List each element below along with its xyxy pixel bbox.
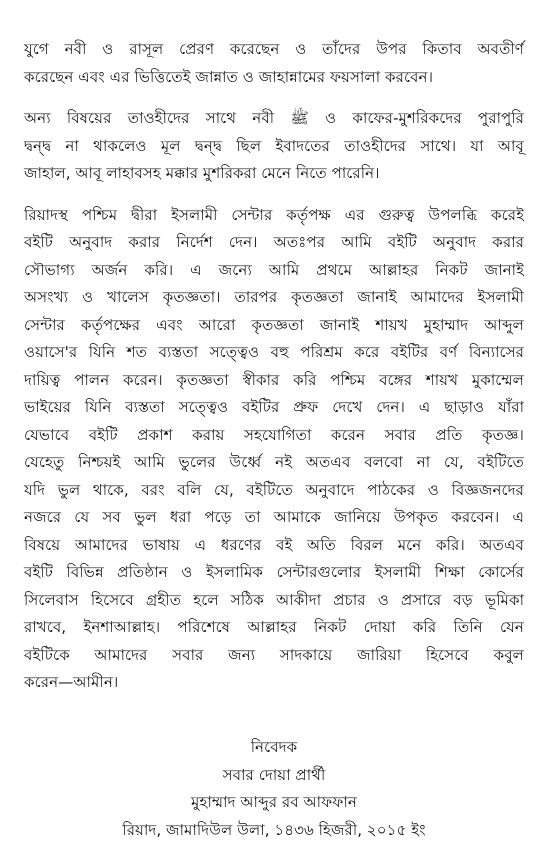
signature-request: সবার দোয়া প্রার্থী	[222, 765, 326, 784]
text-line: অন্য বিষয়ের তাওহীদের সাথে নবী ﷺ ও কাফের-মুশরিকদের পুরাপুরি	[24, 109, 525, 127]
text-line: সিলেবাস হিসেবে গ্রহীত হলে সঠিক আকীদা প্রচার ও প্রসারে বড় ভূমিকা	[24, 590, 524, 609]
text-line: নজরে যে সব ভুল ধরা পড়ে তা আমাকে জানিয়ে উপকৃত করবেন। এ	[24, 508, 524, 526]
text-line: করেছেন এবং এর ভিত্তিতেই জান্নাত ও জাহান্নামের ফয়সালা করবেন।	[24, 67, 434, 86]
signature-block	[0, 734, 548, 844]
text-line: বইটি অনুবাদ করার নির্দেশ দেন। অতঃপর আমি বইটি অনুবাদ করার	[24, 233, 524, 251]
text-line: দায়িত্ব পালন করেন। কৃতজ্ঞতা স্বীকার করি পশ্চিম বঙ্গের শায়খ মুকাম্মেল	[24, 370, 524, 389]
text-line: সৌভাগ্য অর্জন করি। এ জন্যে আমি প্রথমে আল্লাহর নিকট জানাই	[24, 260, 524, 279]
text-line: বিষয়ে আমাদের ভাষায় এ ধরণের বই অতি বিরল মনে করি। অতএব	[24, 535, 524, 554]
text-line: রাখবে, ইনশাআল্লাহ। পরিশেষে আল্লাহর নিকট দোয়া করি তিনি যেন	[24, 618, 524, 636]
text-line: যুগে নবী ও রাসূল প্রেরণ করেছেন ও তাঁদের উপর কিতাব অবতীর্ণ	[24, 40, 524, 58]
signature-heading: নিবেদক	[250, 738, 298, 756]
text-line: যদি ভুল থাকে, বরং বলি যে, বইটিতে অনুবাদে পাঠকের ও বিজ্ঞজনদের	[24, 480, 524, 499]
text-line: রিয়াদস্থ পশ্চিম দ্বীরা ইসলামী সেন্টার কর্তৃপক্ষ এর গুরুত্ব উপলব্ধি করেই	[24, 205, 524, 224]
text-line: দ্বন্দ্ব না থাকলেও মূল দ্বন্দ্ব ছিল ইবাদতের তাওহীদের সাথে। যা আবূ	[24, 136, 524, 155]
text-line: বইটিকে আমাদের সবার জন্য সাদকায়ে জারিয়া হিসেবে কবুল	[24, 645, 524, 664]
text-line: করেন—আমীন।	[24, 673, 119, 691]
text-line: ভাইয়ের যিনি ব্যস্ততা সত্ত্বেও বইটির প্রুফ দেখে দেন। এ ছাড়াও যাঁরা	[24, 398, 524, 416]
text-line: যেভাবে বইটি প্রকাশ করায় সহযোগিতা করেন সবার প্রতি কৃতজ্ঞ।	[24, 425, 524, 444]
paragraph-2	[24, 105, 524, 188]
text-line: বইটি বিভিন্ন প্রতিষ্ঠান ও ইসলামিক সেন্টারগুলোর ইসলামী শিক্ষা কোর্সের	[24, 563, 524, 581]
signature-author-name: মুহাম্মাদ আব্দুর রব আফফান	[191, 793, 357, 811]
text-line: ওয়াসে'র যিনি শত ব্যস্ততা সত্ত্বেও বহু পরিশ্রম করে বইটির বর্ণ বিন্যাসের	[24, 343, 524, 361]
paragraph-1	[24, 36, 524, 91]
signature-place-date: রিয়াদ, জামাদিউল উলা, ১৪৩৬ হিজরী, ২০১৫ ইং	[122, 820, 426, 839]
paragraph-3	[24, 202, 524, 697]
text-line: সেন্টার কর্তৃপক্ষের এবং আরো কৃতজ্ঞতা জানাই শায়খ মুহাম্মাদ আব্দুল	[24, 315, 524, 334]
text-line: যেহেতু নিশ্চয়ই আমি ভুলের উর্ধ্বে নই অতএব বলবো না যে, বইটিতে	[24, 453, 524, 471]
text-line: অসংখ্য ও খালেস কৃতজ্ঞতা। তারপর কৃতজ্ঞতা জানাই আমাদের ইসলামী	[24, 288, 524, 306]
text-line: জাহাল, আবূ লাহাবসহ মক্কার মুশরিকরা মেনে নিতে পারেনি।	[24, 164, 380, 182]
